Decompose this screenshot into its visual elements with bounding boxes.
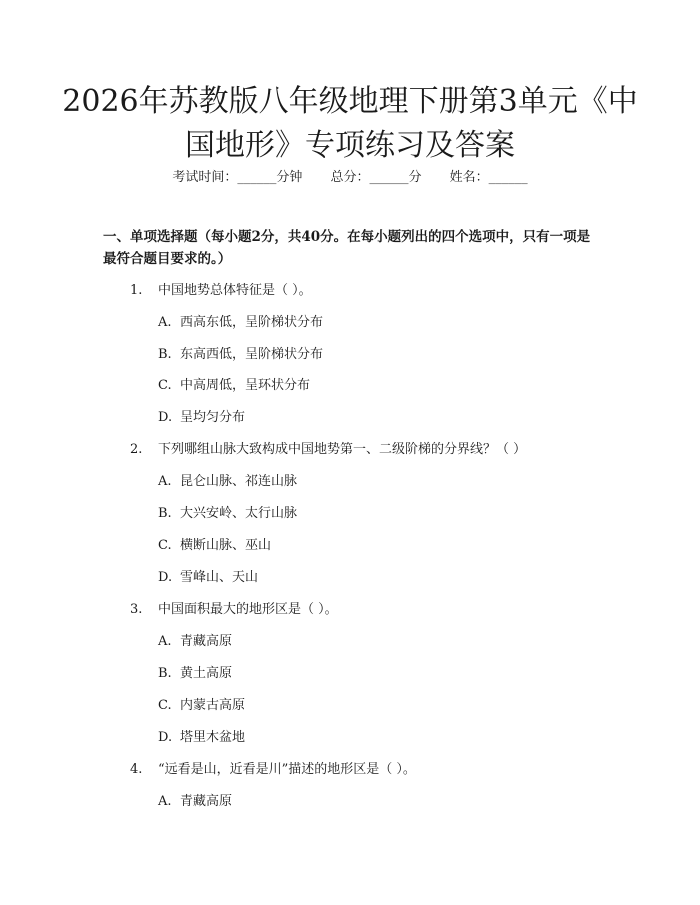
option-letter: D. <box>158 410 173 425</box>
question-2-option-d <box>158 568 608 588</box>
question-2 <box>130 440 610 460</box>
section-heading: 一、单项选择题（每小题2分，共40分。在每小题列出的四个选项中，只有一项是最符合题目要求的。） <box>103 229 591 267</box>
question-1 <box>130 281 610 301</box>
option-letter: C. <box>158 378 172 393</box>
option-text: 青藏高原 <box>180 794 233 809</box>
option-text: 塔里木盆地 <box>180 730 246 745</box>
question-text: 中国地势总体特征是（ ）。 <box>158 283 312 298</box>
question-4-option-a <box>158 792 608 812</box>
option-letter: B. <box>158 347 172 362</box>
question-3-option-a <box>158 632 608 652</box>
question-1-option-c <box>158 376 608 396</box>
question-2-option-a <box>158 472 608 492</box>
question-text: “远看是山，近看是川”描述的地形区是（ ）。 <box>158 762 416 777</box>
question-text: 下列哪组山脉大致构成中国地势第一、二级阶梯的分界线？（ ） <box>158 442 527 457</box>
option-text: 黄土高原 <box>180 666 233 681</box>
exam-score: 总分：______分 <box>330 170 422 185</box>
option-letter: D. <box>158 730 173 745</box>
option-text: 昆仑山脉、祁连山脉 <box>180 474 298 489</box>
question-4 <box>130 760 610 780</box>
question-1-option-a <box>158 313 608 333</box>
question-number: 4. <box>130 762 143 777</box>
exam-name: 姓名：______ <box>449 170 528 185</box>
option-text: 东高西低，呈阶梯状分布 <box>180 347 324 362</box>
option-letter: A. <box>158 634 172 649</box>
option-letter: C. <box>158 538 172 553</box>
question-2-option-c <box>158 536 608 556</box>
option-letter: B. <box>158 666 172 681</box>
question-3 <box>130 600 610 620</box>
option-letter: A. <box>158 474 172 489</box>
question-3-option-d <box>158 728 608 748</box>
option-text: 内蒙古高原 <box>180 698 246 713</box>
question-number: 2. <box>130 442 143 457</box>
option-text: 西高东低，呈阶梯状分布 <box>180 315 324 330</box>
option-letter: B. <box>158 506 172 521</box>
option-letter: A. <box>158 315 172 330</box>
option-letter: A. <box>158 794 172 809</box>
question-3-option-c <box>158 696 608 716</box>
question-number: 1. <box>130 283 143 298</box>
option-text: 横断山脉、巫山 <box>180 538 272 553</box>
option-letter: D. <box>158 570 173 585</box>
option-text: 大兴安岭、太行山脉 <box>180 506 298 521</box>
exam-time: 考试时间：______分钟 <box>172 170 303 185</box>
question-1-option-d <box>158 408 608 428</box>
question-number: 3. <box>130 602 143 617</box>
option-text: 呈均匀分布 <box>180 410 246 425</box>
question-2-option-b <box>158 504 608 524</box>
exam-info-line <box>0 168 700 188</box>
question-1-option-b <box>158 345 608 365</box>
option-text: 雪峰山、天山 <box>180 570 259 585</box>
document-title: 2026年苏教版八年级地理下册第3单元《中国地形》专项练习及答案 <box>62 84 638 163</box>
question-text: 中国面积最大的地形区是（ ）。 <box>158 602 338 617</box>
option-text: 中高周低，呈环状分布 <box>180 378 311 393</box>
question-3-option-b <box>158 664 608 684</box>
option-letter: C. <box>158 698 172 713</box>
option-text: 青藏高原 <box>180 634 233 649</box>
